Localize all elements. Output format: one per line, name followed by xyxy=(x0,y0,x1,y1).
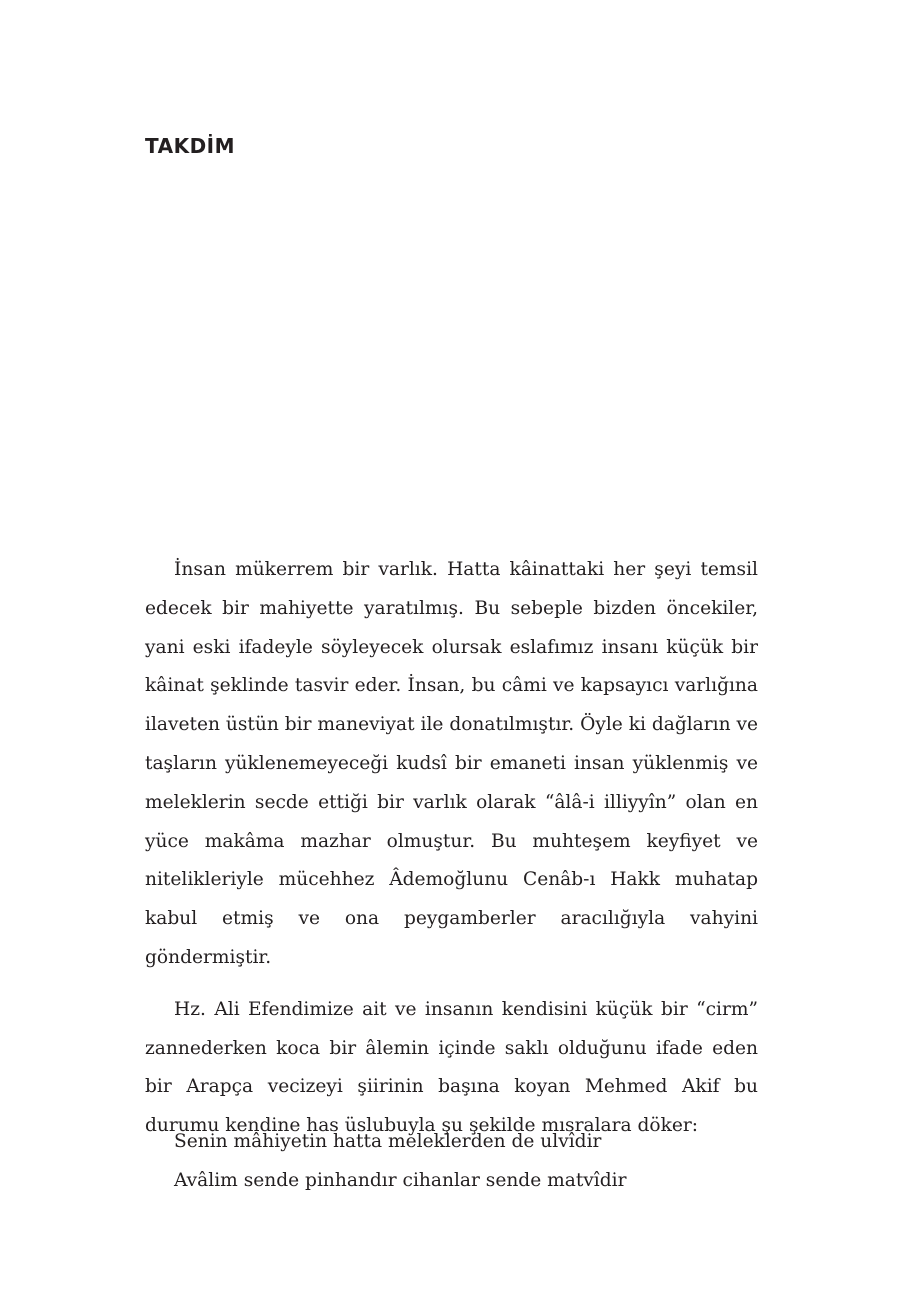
body-text xyxy=(145,551,758,1146)
poem-verse xyxy=(174,1122,627,1200)
section-heading: TAKDİM xyxy=(145,134,236,158)
verse-line: Avâlim sende pinhandır cihanlar sende matvîdir xyxy=(174,1170,627,1191)
paragraph: Hz. Ali Efendimize ait ve insanın kendisini küçük bir “cirm” zannederken koca bir âlemin içinde saklı olduğunu ifade eden bir Arapça vecizeyi şiirinin başına koyan Mehmed Akif bu durumu kendine has üslubuyla şu şekilde mısralara döker: xyxy=(145,998,758,1137)
paragraph: İnsan mükerrem bir varlık. Hatta kâinattaki her şeyi temsil edecek bir mahiyette yaratılmış. Bu sebeple bizden öncekiler, yani eski ifadeyle söyleyecek olursak eslafımız insanı küçük bir kâinat şeklinde tasvir eder. İnsan, bu câmi ve kapsayıcı varlığına ilaveten üstün bir maneviyat ile donatılmıştır. Öyle ki dağların ve taşların yüklenemeyeceği kudsî bir emaneti insan yüklenmiş ve meleklerin secde ettiği bir varlık olarak “âlâ-i illiyyîn” olan en yüce makâma mazhar olmuştur. Bu muhteşem keyfiyet ve nitelikleriyle mücehhez Âdemoğlunu Cenâb-ı Hakk muhatap kabul etmiş ve ona peygamberler aracılığıyla vahyini göndermiştir. xyxy=(145,559,758,968)
verse-line: Senin mâhiyetin hatta meleklerden de ulvîdir xyxy=(174,1131,602,1152)
